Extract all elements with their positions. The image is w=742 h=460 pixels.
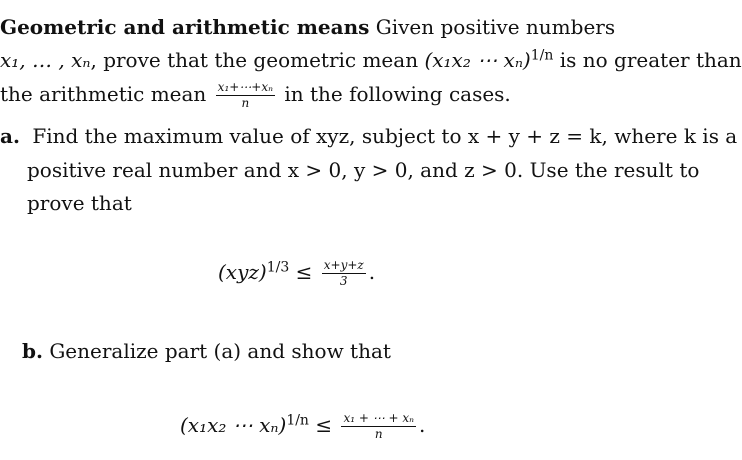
equation-b (180, 412, 425, 441)
am-denominator: n (241, 96, 250, 110)
eq-b-relation: ≤ (315, 413, 333, 437)
part-a-line-1 (0, 123, 737, 149)
eq-b-fraction (341, 412, 416, 441)
heading-line (0, 14, 615, 40)
intro-line-3 (0, 81, 511, 110)
heading-lead: Given positive numbers (375, 15, 616, 39)
eq-b-period: . (419, 413, 426, 437)
intro-cases: in the following cases. (284, 82, 511, 106)
variable-list: x₁, … , xₙ (0, 48, 91, 72)
am-numerator: x₁+⋯+xₙ (217, 80, 273, 94)
part-b-line-1 (22, 338, 391, 364)
eq-a-fraction (322, 259, 366, 288)
part-a-text-1: Find the maximum value of xyz, subject to x + y + z = k, where k is a (32, 124, 738, 148)
eq-a-exponent: 1/3 (266, 259, 290, 276)
arithmetic-mean-fraction (216, 81, 275, 110)
part-a-text-3: prove that (27, 191, 132, 215)
equation-a (218, 259, 375, 288)
part-a-text-2: positive real number and x > 0, y > 0, and z > 0. Use the result to (27, 158, 700, 182)
geometric-mean-exponent: 1/n (530, 47, 554, 64)
section-title: Geometric and arithmetic means (0, 15, 370, 39)
eq-a-period: . (368, 260, 376, 284)
part-a-label: a. (0, 124, 20, 148)
eq-a-relation: ≤ (295, 260, 313, 284)
intro-line-2: x₁, … , xₙ, prove that the geometric mean (x₁x₂ ⋯ xₙ)$^{1/n}$ is no greater than (0, 47, 742, 72)
part-b-label: b. (22, 339, 43, 363)
am-label: the arithmetic mean (0, 82, 207, 106)
eq-b-exponent: 1/n (286, 412, 309, 429)
geometric-mean-expr: (x₁x₂ ⋯ xₙ) (424, 48, 531, 72)
eq-b-lhs: (x₁x₂ ⋯ xₙ) (180, 413, 287, 437)
intro-text: prove that the geometric mean (103, 48, 419, 72)
part-b-text-1: Generalize part (a) and show that (49, 339, 391, 363)
eq-a-numerator: x+y+z (323, 258, 364, 272)
part-a-line-3 (27, 190, 132, 216)
eq-a-lhs: (xyz) (218, 260, 267, 284)
eq-b-numerator: x₁ + ⋯ + xₙ (343, 411, 415, 425)
eq-a-denominator: 3 (339, 274, 348, 288)
part-a-line-2 (27, 157, 699, 183)
intro-text-end: is no greater than (559, 48, 742, 72)
eq-b-denominator: n (374, 427, 383, 441)
